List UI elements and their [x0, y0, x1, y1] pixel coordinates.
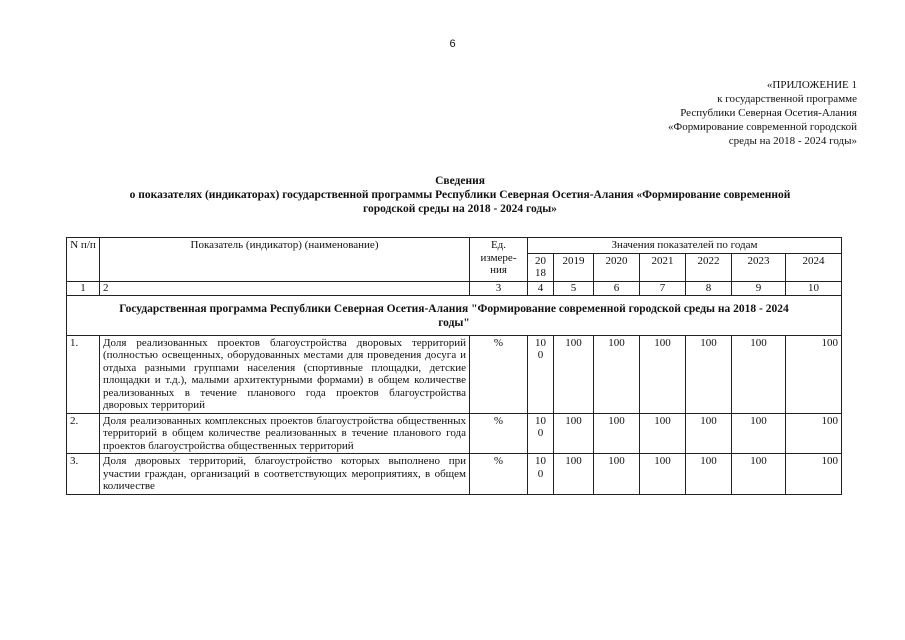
row-value: 100	[640, 454, 686, 495]
row-value: 100	[786, 413, 842, 454]
row-value: 100	[594, 454, 640, 495]
row-value: 100	[554, 454, 594, 495]
row-value: 100	[786, 335, 842, 413]
column-number: 5	[554, 281, 594, 295]
column-number: 2	[100, 281, 470, 295]
row-value: 100	[686, 413, 732, 454]
appendix-line: Республики Северная Осетия-Алания	[680, 107, 857, 119]
header-year: 2022	[686, 253, 732, 281]
row-value: 100	[732, 413, 786, 454]
row-value: 10 0	[528, 454, 554, 495]
row-unit: %	[470, 454, 528, 495]
row-name: Доля реализованных проектов благоустройства дворовых территорий (полностью освещенных, оборудованных местами для проведения досуга и отдыха разными группами населения (спортивные площадки, детские площадки и т.д.), малыми архитектурными формами) в общем количестве реализованных в течение планового года проектов благоустройства дворовых территорий	[100, 335, 470, 413]
appendix-line: к государственной программе	[717, 93, 857, 105]
column-number: 9	[732, 281, 786, 295]
row-value: 100	[686, 335, 732, 413]
column-number: 8	[686, 281, 732, 295]
table-row	[67, 335, 842, 413]
column-number: 1	[67, 281, 100, 295]
header-year: 2019	[554, 253, 594, 281]
header-row	[67, 238, 842, 254]
row-value: 100	[640, 335, 686, 413]
header-year: 2024	[786, 253, 842, 281]
heading-subtitle: городской среды на 2018 - 2024 годы»	[363, 203, 557, 215]
row-value: 100	[554, 335, 594, 413]
column-number: 4	[528, 281, 554, 295]
row-num: 1.	[67, 335, 100, 413]
document-heading	[60, 174, 860, 216]
row-value: 10 0	[528, 335, 554, 413]
section-row	[67, 295, 842, 335]
header-num: N п/п	[67, 238, 100, 282]
row-value: 100	[732, 454, 786, 495]
row-value: 100	[786, 454, 842, 495]
table-row	[67, 454, 842, 495]
header-year: 2020	[594, 253, 640, 281]
row-num: 2.	[67, 413, 100, 454]
section-title: Государственная программа Республики Северная Осетия-Алания "Формирование современной городской среды на 2018 - 2024 годы"	[67, 295, 842, 335]
row-name: Доля дворовых территорий, благоустройство которых выполнено при участии граждан, организаций в соответствующих мероприятиях, в общем количестве	[100, 454, 470, 495]
indicators-table	[66, 237, 842, 495]
row-value: 100	[554, 413, 594, 454]
row-name: Доля реализованных комплексных проектов благоустройства общественных территорий в общем количестве реализованных в течение планового года проектов благоустройства общественных территорий	[100, 413, 470, 454]
heading-subtitle: о показателях (индикаторах) государственной программы Республики Северная Осетия-Алания «Формирование современной	[129, 189, 791, 201]
header-year: 2023	[732, 253, 786, 281]
header-values-group: Значения показателей по годам	[528, 238, 842, 254]
row-value: 100	[594, 413, 640, 454]
appendix-line: «ПРИЛОЖЕНИЕ 1	[766, 79, 857, 91]
column-number: 3	[470, 281, 528, 295]
header-year: 2021	[640, 253, 686, 281]
heading-title: Сведения	[435, 175, 485, 187]
column-number: 6	[594, 281, 640, 295]
row-unit: %	[470, 335, 528, 413]
header-name: Показатель (индикатор) (наименование)	[100, 238, 470, 282]
column-number: 10	[786, 281, 842, 295]
appendix-block	[668, 78, 857, 148]
row-value: 100	[686, 454, 732, 495]
table-row	[67, 413, 842, 454]
header-year: 20 18	[528, 253, 554, 281]
column-number: 7	[640, 281, 686, 295]
appendix-line: среды на 2018 - 2024 годы»	[728, 135, 857, 147]
column-numbers-row	[67, 281, 842, 295]
row-value: 100	[594, 335, 640, 413]
row-value: 100	[732, 335, 786, 413]
page-number: 6	[449, 38, 456, 50]
row-num: 3.	[67, 454, 100, 495]
row-unit: %	[470, 413, 528, 454]
header-unit: Ед. измере-ния	[470, 238, 528, 282]
row-value: 100	[640, 413, 686, 454]
row-value: 10 0	[528, 413, 554, 454]
appendix-line: «Формирование современной городской	[668, 121, 857, 133]
